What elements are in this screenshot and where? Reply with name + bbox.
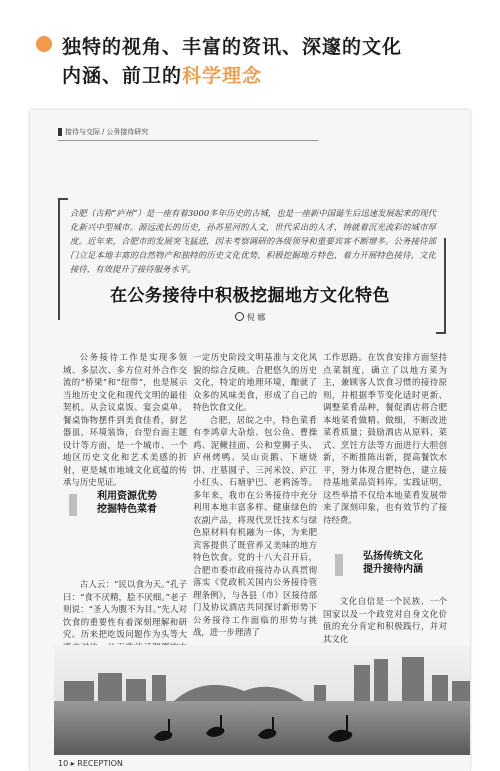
subheading-1-line-2: 挖掘特色菜肴 xyxy=(97,504,157,515)
kicker-section: 接待与交际 xyxy=(65,128,100,136)
article-title: 在公务接待中积极挖掘地方文化特色 xyxy=(110,286,390,306)
subheading-1-line-1: 利用资源优势 xyxy=(97,491,157,502)
paragraph: 一定历史阶段文明基准与文化风貌的综合反映。合肥悠久的历史文化，特定的地理环境，酿就了众多的风味美食，形成了自己的特色饮食文化。 xyxy=(193,352,317,412)
page-footer xyxy=(58,759,123,768)
author-name: 倪 娜 xyxy=(246,313,266,322)
paragraph: 公务接待工作是实现多领域、多层次、多方位对外合作交流的“桥梁”和“纽带”，也是展示当地历史文化和现代文明的最佳契机。从会议桌饭、宴会桌单、餐桌饰物摆件到美食佳肴，厨艺器皿，环境装饰，台型台面主题设计等方面，是一个城市、一个地区历史文化和艺术美感的折射，更是城市地域文化底蕴的传承与历史见证。 xyxy=(63,352,187,487)
page-header xyxy=(0,0,500,110)
headline-accent-text: 科学理念 xyxy=(182,65,263,87)
subheading-marker xyxy=(335,554,343,576)
city-lake-swans-photo xyxy=(54,645,470,755)
footer-arrow-icon: ▸ xyxy=(70,759,75,768)
paragraph: 工作思路。在饮食安排方面坚持点菜制度，确立了以地方菜为主，兼顾客人饮食习惯的接待原则，并根据季节变化适时更新、调整菜肴品种，餐促酒店将合肥本地菜肴做精、做细，不断改进菜肴质量；鼓励酒店从原料、菜式、烹饪方法等方面进行大胆创新，不断推陈出新，提高餐饮水平，努力体现合肥特色，建立接待基地菜品资料库。实践证明，这些举措不仅给本地菜肴发展带来了深刻印象，也有效节约了接待经费。 xyxy=(323,352,447,525)
section-kicker xyxy=(58,127,148,137)
paragraph: 古人云：“民以食为天。”孔子曰：“食不厌精，脍不厌细。”老子则说：“圣人为腹不为目。”先人对饮食的重要性有着深刻理解和研究。历来把吃饭问题作为头等大 xyxy=(63,579,187,639)
page-number: 10 xyxy=(58,759,69,768)
headline-line-1: 独特的视角、丰富的资讯、深邃的文化 xyxy=(62,36,403,58)
kicker-divider xyxy=(58,140,318,141)
kicker-subsection: 公务接待研究 xyxy=(106,128,149,136)
magazine-page xyxy=(30,110,470,771)
kicker-separator: / xyxy=(102,128,105,136)
subheading-marker xyxy=(69,494,77,516)
subheading-2-line-2: 提升接待内涵 xyxy=(363,564,423,575)
column-3-top xyxy=(323,351,447,526)
column-2 xyxy=(193,351,317,639)
kicker-mark-icon xyxy=(58,128,62,136)
paragraph: 文化自信是一个民族、一个国家以及一个政党对自身文化价值的充分肯定和积极践行，并对其文化 xyxy=(323,596,447,644)
article-intro: 合肥（古称“庐州”）是一座有着3000多年历史的古城，也是一座新中国诞生后迅速发展起来的现代化新兴中型城市。源远流长的历史，孙苏星河的人文，世代采出的人才，铸就着沉光流彩的城市厚度。近年来，合肥市的发展突飞猛进，因未考察调研的各级领导和重要宾客不断增多。公务接待部门立足本地丰富的自然物产和独特的历史文化优势，积极挖掘地方特色，着力开展特色接待，文化接待，有效提升了接待服务水平。 xyxy=(70,208,436,274)
subheading-1 xyxy=(77,490,177,516)
article-author xyxy=(30,312,470,323)
subheading-2 xyxy=(343,550,443,576)
orange-bullet-icon xyxy=(36,36,52,52)
headline-line-2-text: 内涵、前卫的 xyxy=(62,65,183,87)
column-1-top xyxy=(63,351,187,489)
headline-line-2 xyxy=(62,61,262,88)
paragraph: 合肥，居皖之中，特色菜肴有李鸿章大杂烩、包公鱼、曹操鸡、泥鳅挂面、公和堂狮子头、庐州烤鸭、吴山贡鹅、下塘烧饼、庄墓圆子、三河米饺、庐江小红头、石塘驴巴、老鸦汤等。多年来，我市在公务接待中充分利用本地丰富多样、健康绿色的农副产品，将现代烹饪技术与绿色原材料有机融为一体，为来肥宾客提供了既营养又美味的地方特色饮食。党的十八大召开后，合肥市委市政府接待办认真贯彻落实《党政机关国内公务接待管理条例》，与各县（市）区接待部门及协议酒店共同探讨新形势下公务接待工作面临的形势与挑战，进一步理清了 xyxy=(193,414,317,637)
column-3-bottom xyxy=(323,595,447,645)
magazine-name: RECEPTION xyxy=(77,759,123,768)
author-circle-icon xyxy=(235,312,244,321)
subheading-2-line-1: 弘扬传统文化 xyxy=(363,551,423,562)
